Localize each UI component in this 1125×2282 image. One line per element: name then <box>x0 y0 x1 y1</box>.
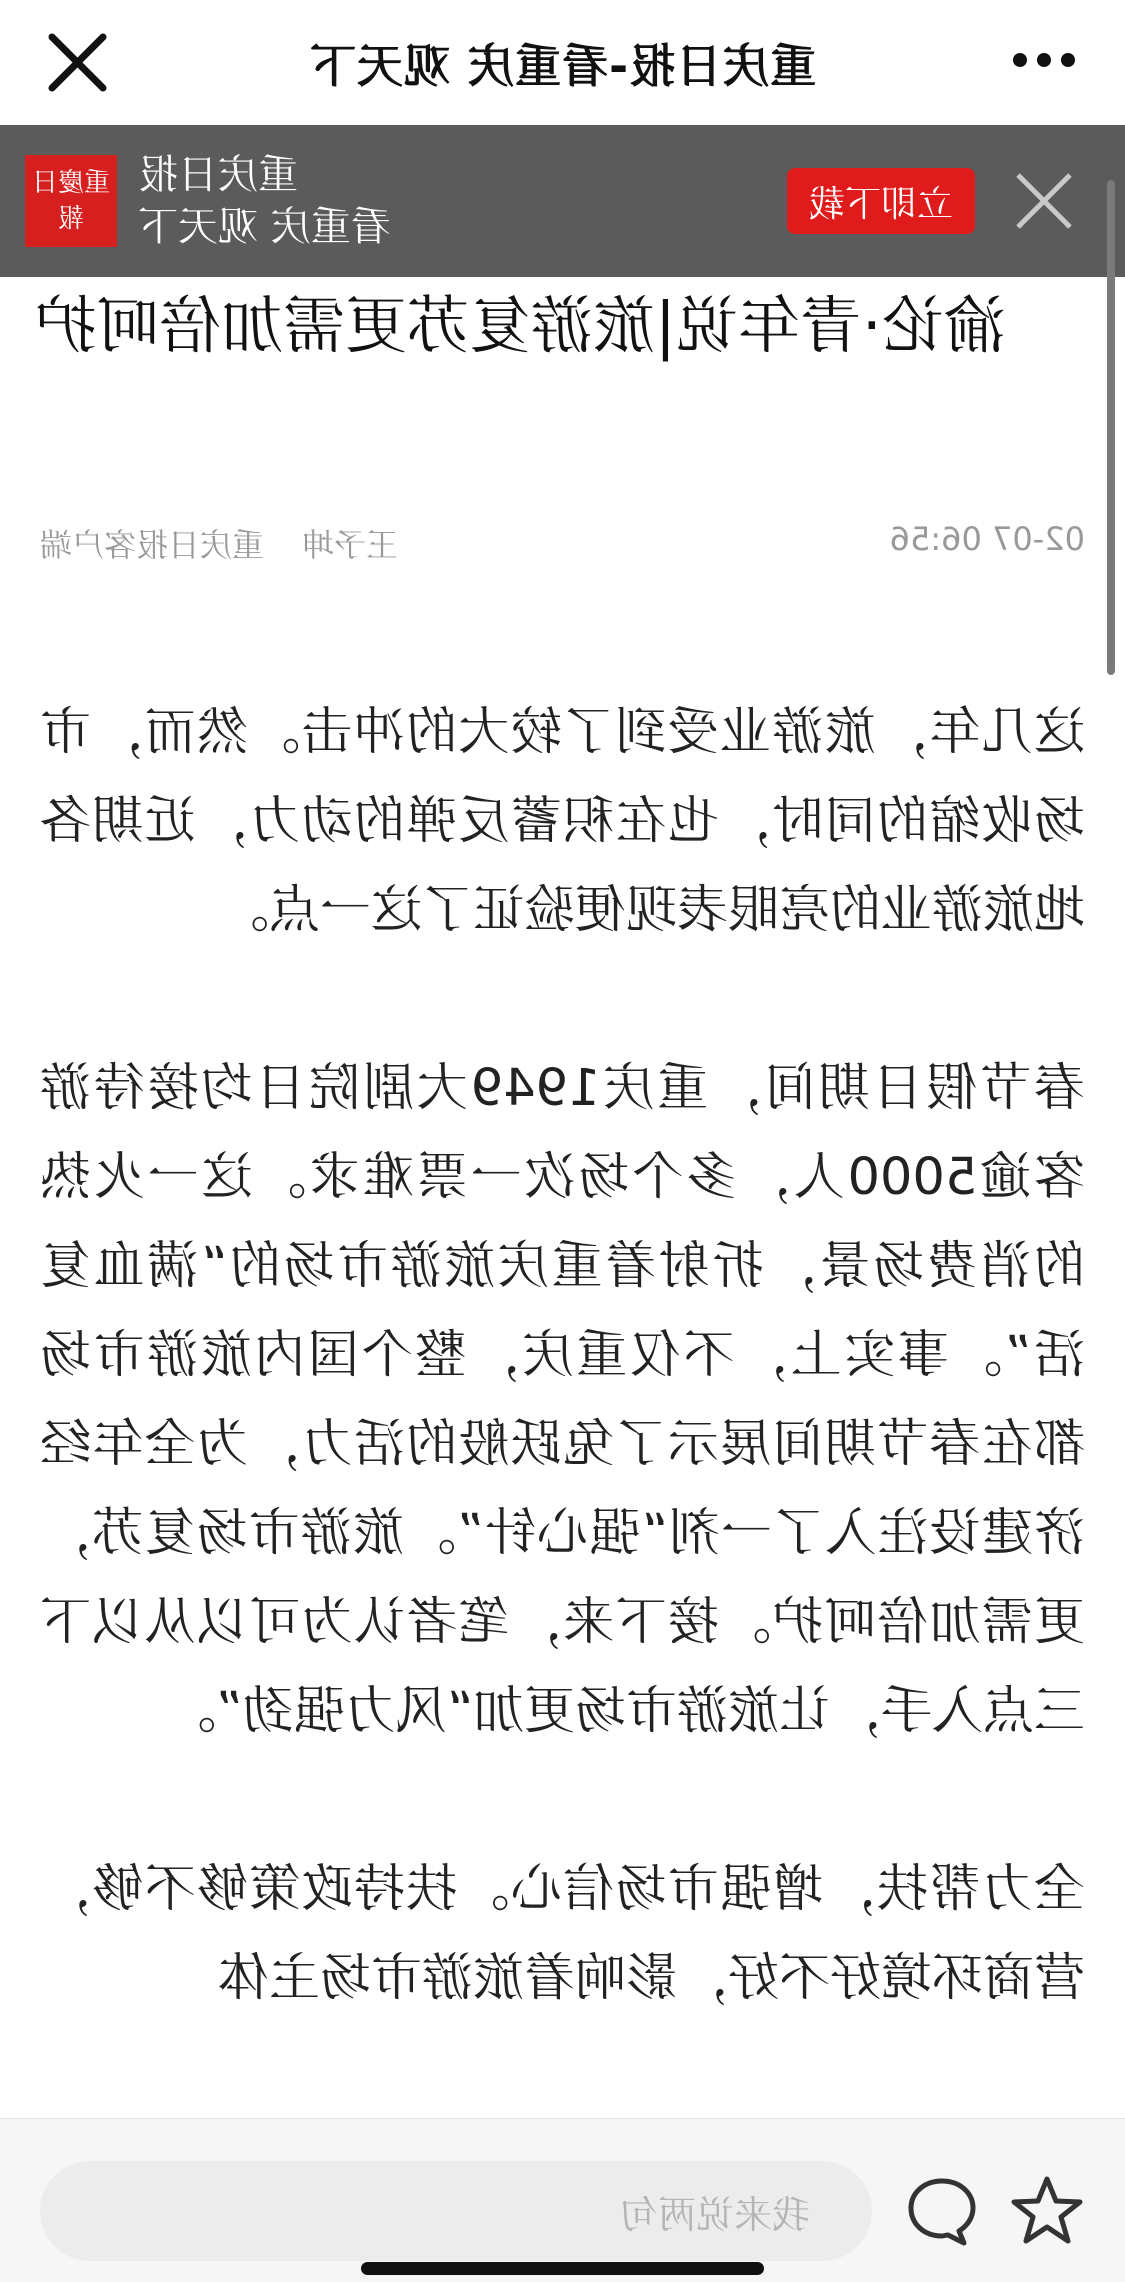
download-button[interactable]: 立即下载 <box>787 168 975 234</box>
home-indicator <box>361 2262 764 2275</box>
article-source: 重庆日报客户端 <box>40 526 265 564</box>
article-paragraph: 春节假日期间，重庆1949大剧院日均接待游客逾5000人，多个场次一票难求。这一火热的消费场景，折射着重庆旅游市场的“满血复活”。事实上，不仅重庆，整个国内旅游市场都在春节期间展示了兔跃般的活力，为全年经济建设注入了一剂“强心针”。旅游市场复苏，更需加倍呵护。接下来，笔者认为可以从以下三点入手，让旅游市场更加“风力强劲”。 <box>40 1059 1085 1741</box>
banner-brand <box>138 149 391 253</box>
article-time: 02-07 06:56 <box>889 520 1085 558</box>
article-title: 渝论·青年说|旅游复苏更需加倍呵护 <box>35 289 1006 362</box>
article-meta <box>40 520 1085 570</box>
brand-name: 重庆日报 <box>138 152 298 198</box>
brand-slogan: 看重庆 观天下 <box>138 204 391 250</box>
close-icon[interactable] <box>40 25 115 100</box>
bottom-bar <box>0 2118 1125 2282</box>
top-bar <box>0 0 1125 125</box>
comment-input[interactable] <box>40 2161 872 2261</box>
chat-bubble-icon[interactable] <box>904 2173 980 2249</box>
app-download-banner <box>0 125 1125 277</box>
star-icon[interactable] <box>1009 2173 1085 2249</box>
article-paragraph: 全力帮扶，增强市场信心。扶持政策够不够，营商环境好不好，影响着旅游市场主体 <box>40 1860 1085 2008</box>
article-author: 王予坤 <box>302 526 399 564</box>
app-logo: 重慶日報 <box>25 155 117 247</box>
banner-close-icon[interactable] <box>1008 165 1080 237</box>
article-body <box>40 688 1085 2112</box>
more-dots-icon[interactable] <box>1005 40 1075 80</box>
scroll-indicator <box>1107 180 1115 675</box>
article-paragraph: 这几年，旅游业受到了较大的冲击。然而，市场收缩的同时，也在积蓄反弹的动力，近期各地旅游业的亮眼表现便验证了这一点。 <box>40 703 1085 940</box>
page-title: 重庆日报-看重庆 观天下 <box>308 38 817 93</box>
comment-placeholder: 我来说两句 <box>619 2192 810 2237</box>
